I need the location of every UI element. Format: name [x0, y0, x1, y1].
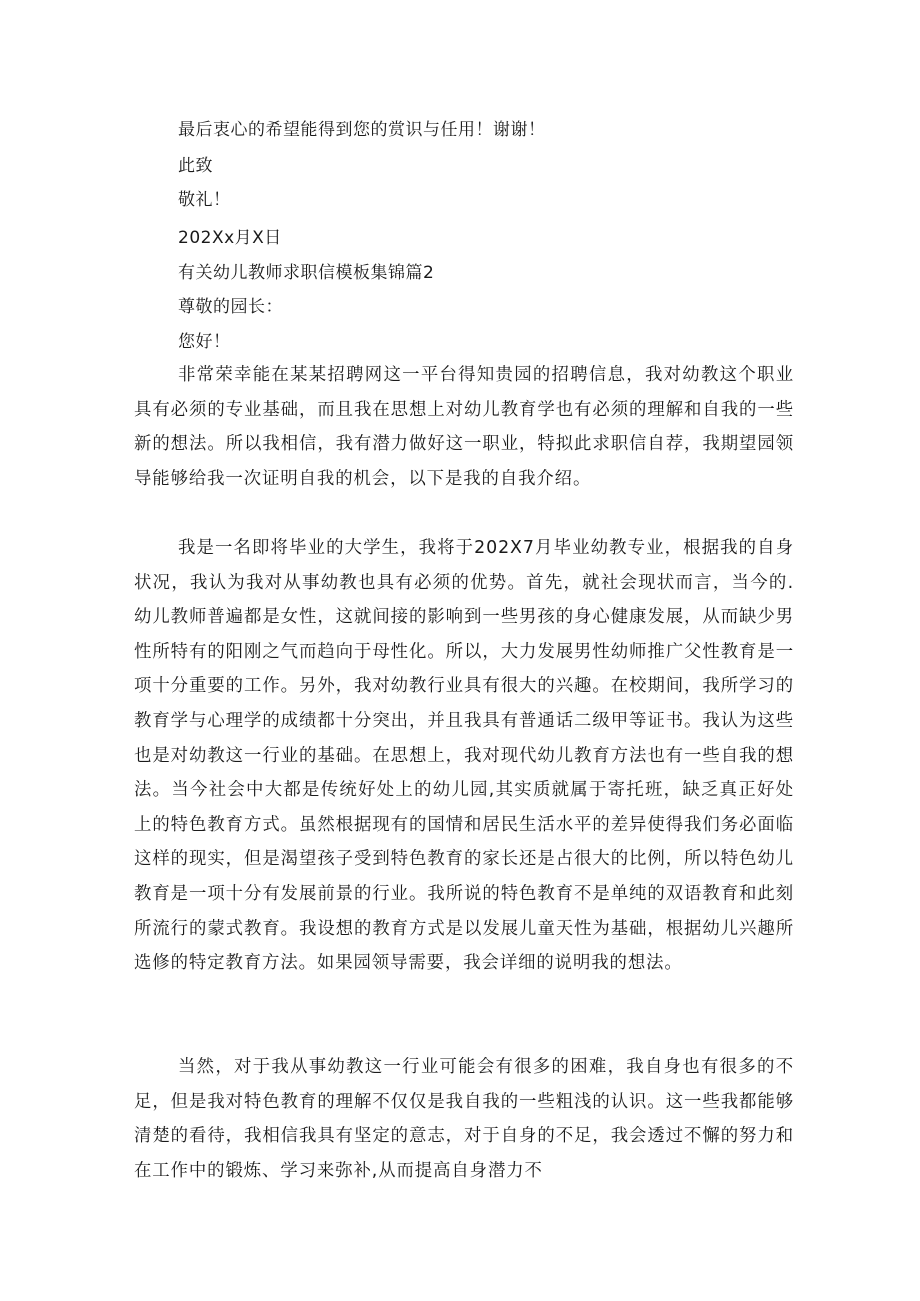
salutation-jing-li: 敬礼！ — [178, 190, 231, 210]
greeting: 您好！ — [178, 332, 231, 352]
letter-date: 202Xx月X日 — [178, 228, 282, 248]
section-title: 有关幼儿教师求职信模板集锦篇2 — [178, 263, 435, 283]
body-paragraph: 我是一名即将毕业的大学生，我将于202X7月毕业幼教专业，根据我的自身状况，我认为我对从事幼教也具有必须的优势。首先，就社会现状而言，当今的.幼儿教师普遍都是女性，这就间接的影响到一些男孩的身心健康发展，从而缺少男性所特有的阳刚之气而趋向于母性化。所以，大力发展男性幼师推广父性教育是一项十分重要的工作。另外，我对幼教行业具有很大的兴趣。在校期间，我所学习的教育学与心理学的成绩都十分突出，并且我具有普通话二级甲等证书。我认为这些也是对幼教这一行业的基础。在思想上，我对现代幼儿教育方法也有一些自我的想法。当今社会中大都是传统好处上的幼儿园,其实质就属于寄托班，缺乏真正好处上的特色教育方式。虽然根据现有的国情和居民生活水平的差异使得我们务必面临这样的现实，但是渴望孩子受到特色教育的家长还是占很大的比例，所以特色幼儿教育是一项十分有发展前景的行业。我所说的特色教育不是单纯的双语教育和此刻所流行的蒙式教育。我设想的教育方式是以发展儿童天性为基础，根据幼儿兴趣所选修的特定教育方法。如果园领导需要，我会详细的说明我的想法。 — [134, 538, 794, 974]
salutation-ci-zhi: 此致 — [178, 156, 213, 176]
addressee: 尊敬的园长： — [178, 297, 283, 317]
body-paragraph: 当然，对于我从事幼教这一行业可能会有很多的困难，我自身也有很多的不足，但是我对特色教育的理解不仅仅是我自我的一些粗浅的认识。这一些我都能够清楚的看待，我相信我具有坚定的意志，对于自身的不足，我会透过不懈的努力和在工作中的锻炼、学习来弥补,从而提高自身潜力不 — [134, 1057, 794, 1181]
closing-wish: 最后衷心的希望能得到您的赏识与任用！谢谢！ — [178, 120, 546, 140]
body-paragraph: 非常荣幸能在某某招聘网这一平台得知贵园的招聘信息，我对幼教这个职业具有必须的专业基础，而且我在思想上对幼儿教育学也有必须的理解和自我的一些新的想法。所以我相信，我有潜力做好这一职业，特拟此求职信自荐，我期望园领导能够给我一次证明自我的机会，以下是我的自我介绍。 — [134, 365, 794, 489]
